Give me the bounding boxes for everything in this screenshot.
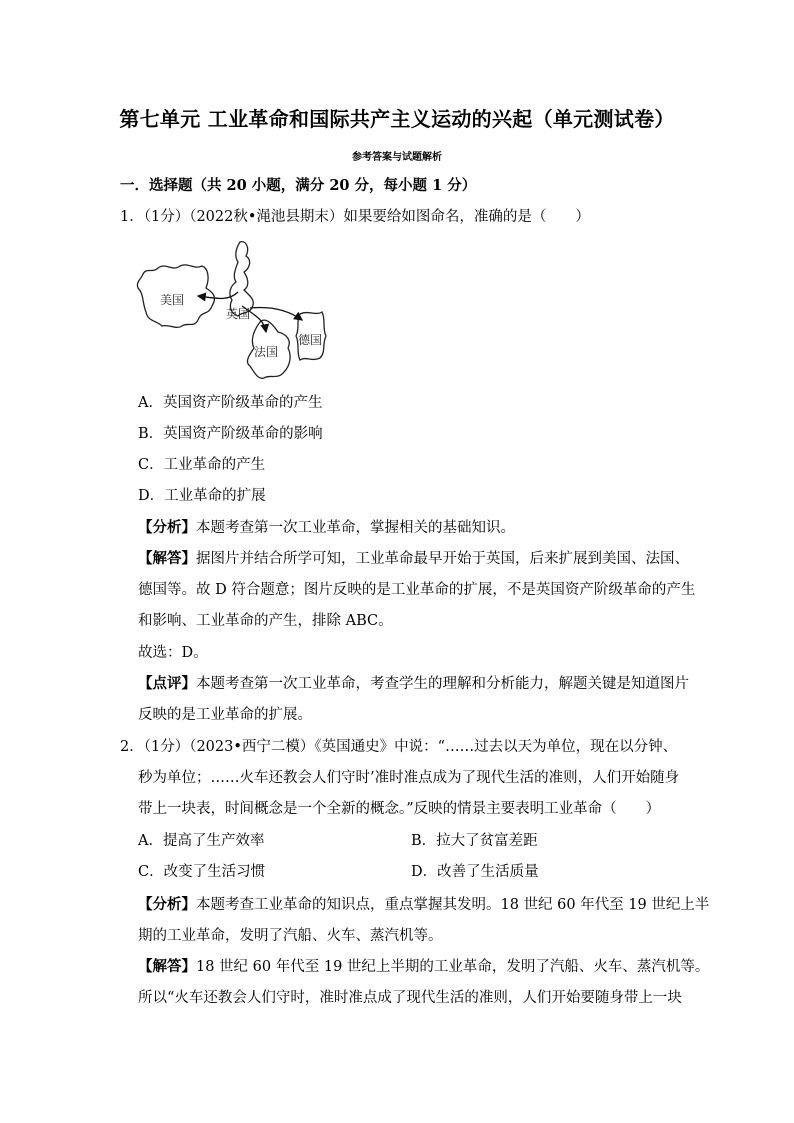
q1-choice: 故选：D。 (138, 645, 208, 661)
q1-option-d: D．工业革命的扩展 (138, 488, 266, 504)
q2-stem-line-3: 带上一块表，时间概念是一个全新的概念。”反映的情景主要表明工业革命（ ） (138, 801, 661, 817)
comment-tag: 【点评】 (138, 675, 196, 692)
q2-analysis-line-1 (138, 895, 709, 915)
q2-option-a: A．提高了生产效率 (138, 833, 265, 849)
page-subtitle: 参考答案与试题解析 (352, 152, 442, 163)
q1-answer-line-3: 和影响、工业革命的产生，排除 ABC。 (138, 613, 393, 629)
q1-option-a: A．英国资产阶级革命的产生 (138, 395, 323, 411)
analysis-tag: 【分析】 (138, 896, 196, 913)
analysis-text: 本题考查工业革命的知识点，重点掌握其发明。18 世纪 60 年代至 19 世纪上半 (196, 897, 710, 913)
answer-tag: 【解答】 (138, 550, 196, 567)
map-label-germany: 德国 (298, 333, 323, 347)
map-shape-uk (230, 242, 253, 316)
analysis-tag: 【分析】 (138, 519, 196, 536)
q2-option-b: B．拉大了贫富差距 (411, 833, 538, 849)
q1-answer-line-1 (138, 549, 689, 569)
answer-tag: 【解答】 (138, 958, 196, 975)
q1-comment-line-1 (138, 674, 689, 694)
q1-comment-line-2: 反映的是工业革命的扩展。 (138, 707, 312, 723)
q2-analysis-line-2: 期的工业革命，发明了汽船、火车、蒸汽机等。 (138, 928, 443, 944)
q2-stem-line-2: 秒为单位；……火车还教会人们守时’准时准点成为了现代生活的准则，人们开始随身 (138, 770, 680, 786)
industrial-spread-map (132, 236, 332, 384)
arrow-uk-to-usa (198, 292, 238, 299)
q1-answer-line-2: 德国等。故 D 符合题意；图片反映的是工业革命的扩展，不是英国资产阶级革命的产生 (138, 582, 696, 598)
section-heading: 一．选择题（共 20 小题，满分 20 分，每小题 1 分） (120, 177, 477, 194)
answer-text: 据图片并结合所学可知，工业革命最早开始于英国，后来扩展到美国、法国、 (196, 551, 689, 567)
q2-answer-line-1 (138, 957, 709, 977)
comment-text: 本题考查第一次工业革命，考查学生的理解和分析能力，解题关键是知道图片 (196, 676, 689, 692)
map-label-uk: 英国 (226, 307, 251, 321)
page-title: 第七单元 工业革命和国际共产主义运动的兴起（单元测试卷） (119, 107, 675, 131)
q1-stem: 1．（1分）（2022秋•渑池县期末）如果要给如图命名，准确的是（ ） (120, 209, 590, 225)
q1-option-c: C．工业革命的产生 (138, 457, 266, 473)
answer-text: 18 世纪 60 年代至 19 世纪上半期的工业革命，发明了汽船、火车、蒸汽机等。 (196, 959, 710, 975)
analysis-text: 本题考查第一次工业革命，掌握相关的基础知识。 (196, 520, 515, 536)
map-label-usa: 美国 (160, 293, 185, 307)
q2-option-d: D．改善了生活质量 (411, 864, 539, 880)
q2-stem-line-1: 2．（1分）（2023•西宁二模）《英国通史》中说：“……过去以天为单位，现在以分钟、 (120, 739, 678, 755)
q2-answer-line-2: 所以“火车还教会人们守时，准时准点成了现代生活的准则，人们开始要随身带上一块 (138, 990, 682, 1006)
q2-option-c: C．改变了生活习惯 (138, 864, 266, 880)
q1-analysis (138, 518, 515, 538)
q1-option-b: B．英国资产阶级革命的影响 (138, 426, 323, 442)
map-label-france: 法国 (254, 345, 279, 359)
